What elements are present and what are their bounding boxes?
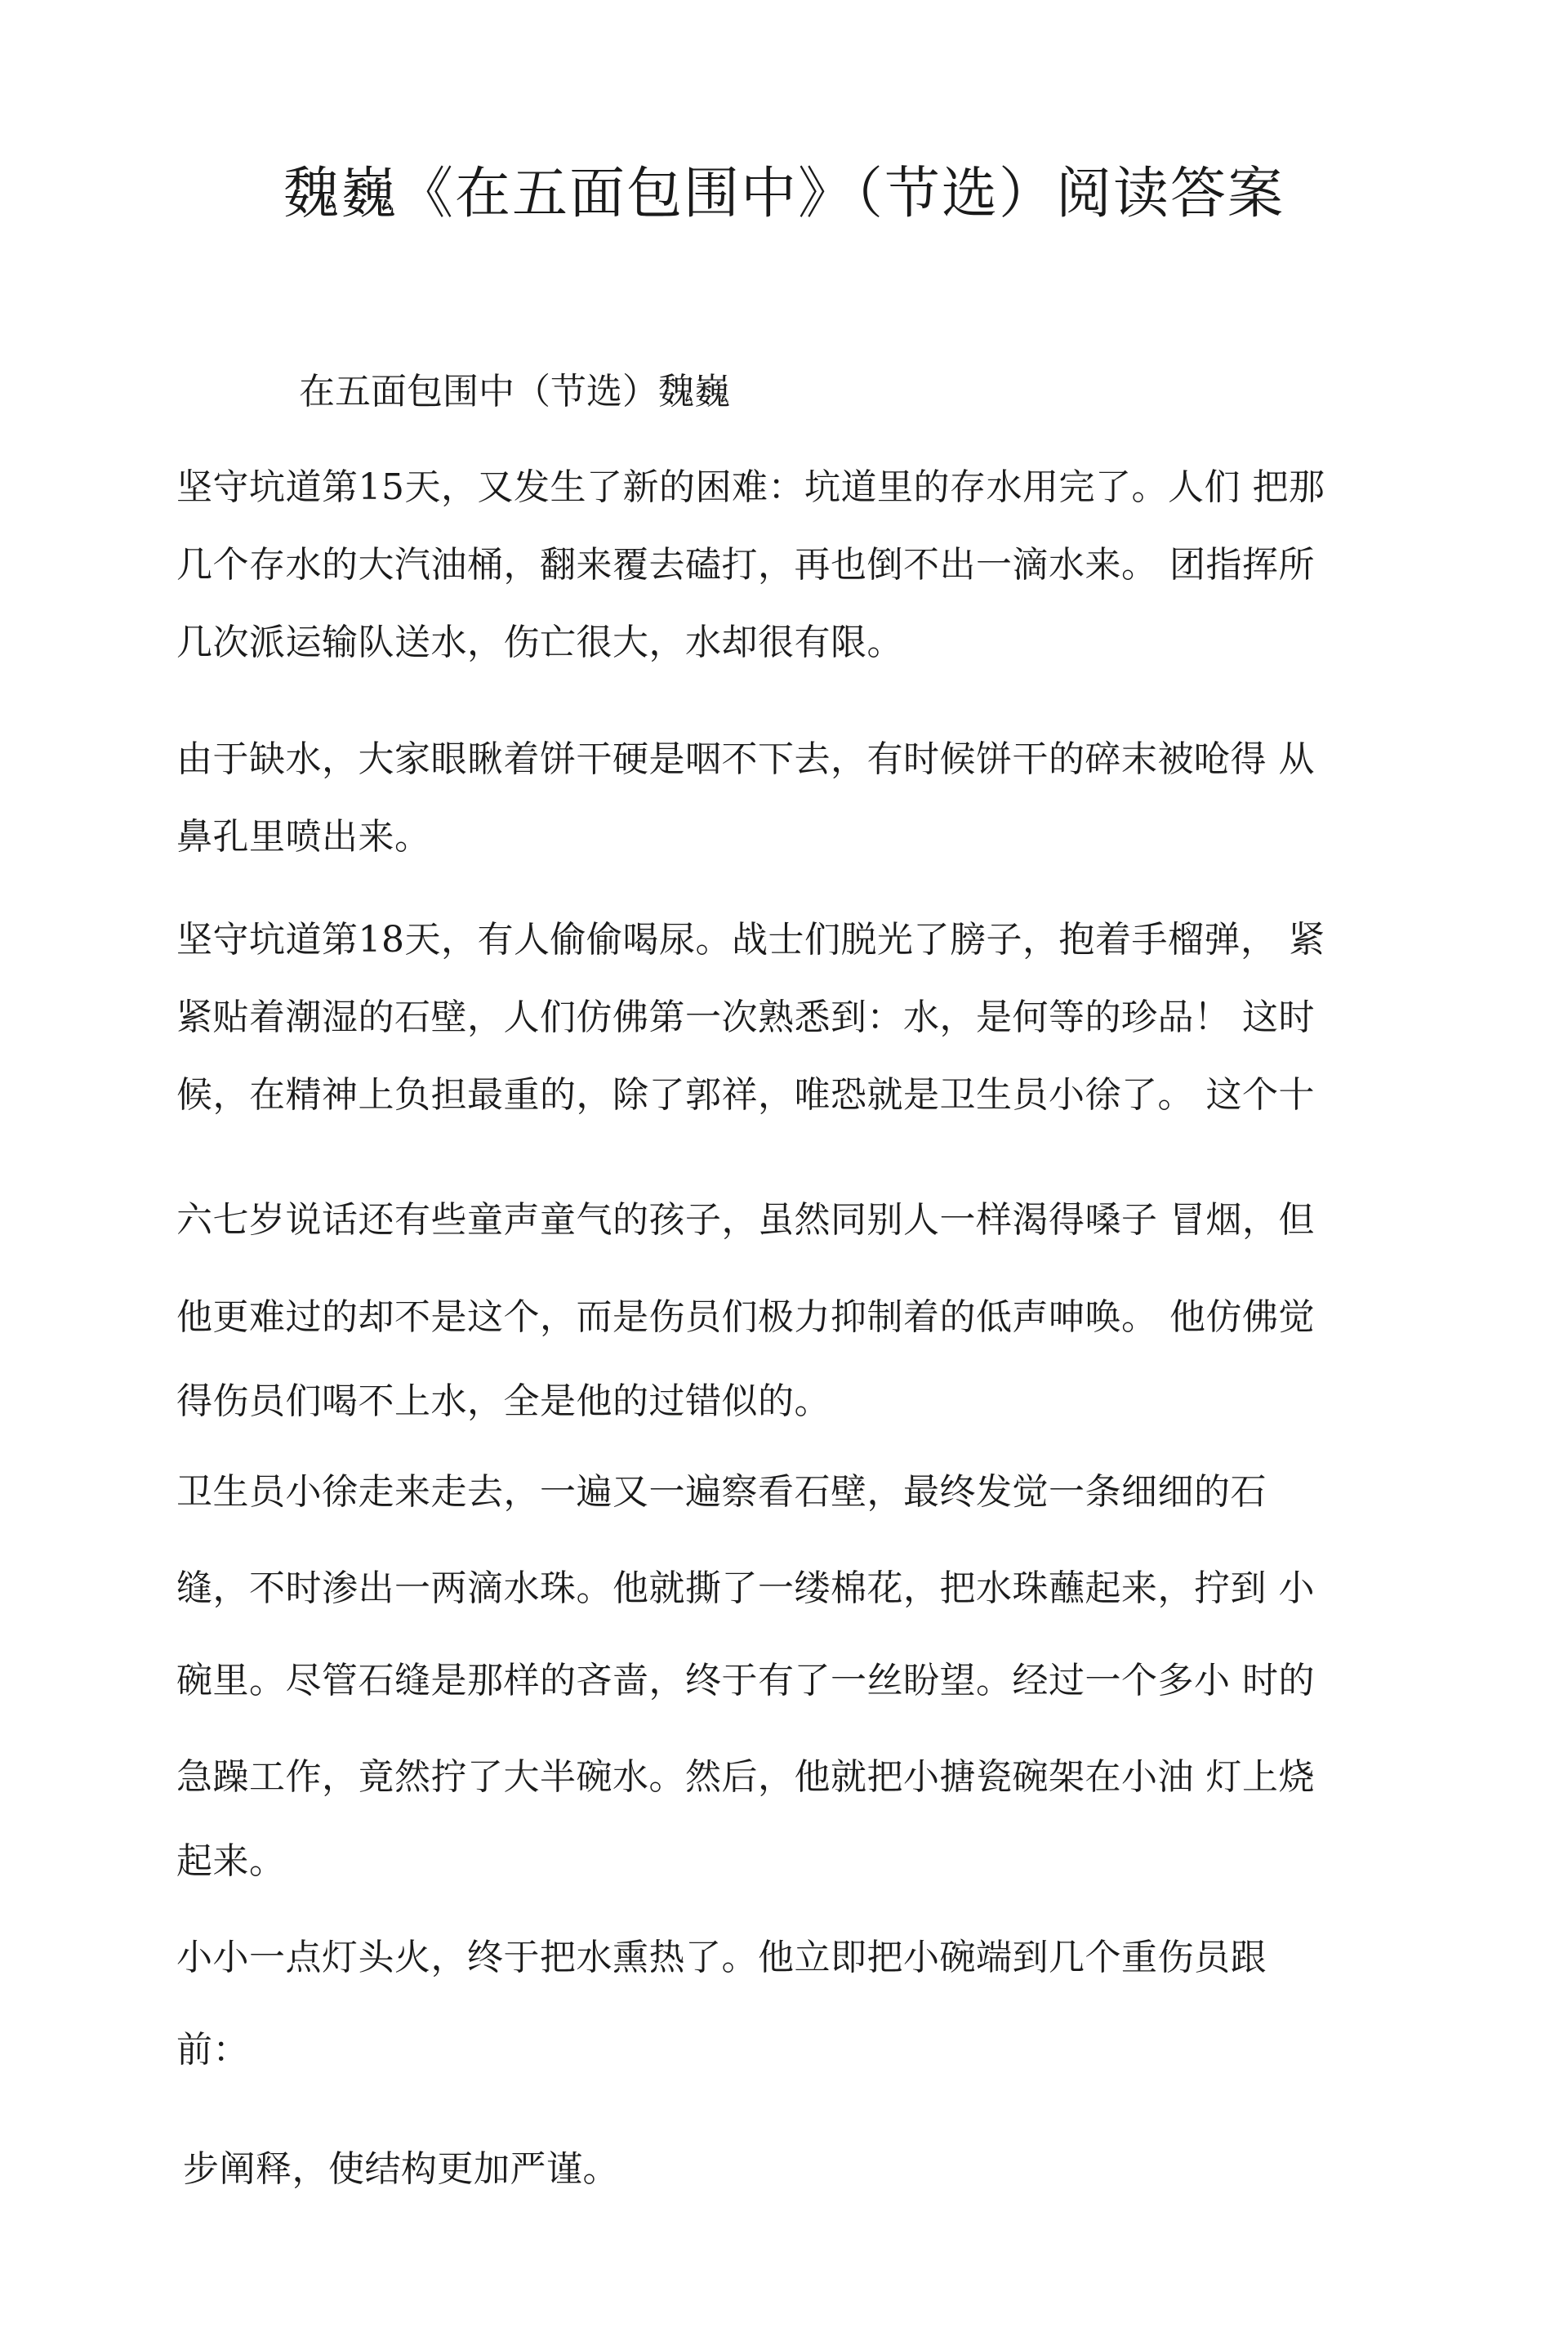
- text-line: 步阐释，使结构更加严谨。: [183, 2148, 619, 2190]
- text-line: 缝，不时渗出一两滴水珠。他就撕了一缕棉花，把水珠蘸起来，拧到 小: [176, 1567, 1315, 1609]
- text-line: 急躁工作，竟然拧了大半碗水。然后，他就把小搪瓷碗架在小油 灯上烧: [176, 1756, 1315, 1798]
- text-line: 几个存水的大汽油桶，翻来覆去磕打，再也倒不出一滴水来。 团指挥所: [176, 544, 1315, 586]
- text-line: 碗里。尽管石缝是那样的吝啬，终于有了一丝盼望。经过一个多小 时的: [176, 1660, 1315, 1701]
- text-line: 由于缺水，大家眼瞅着饼干硬是咽不下去，有时候饼干的碎末被呛得 从: [176, 738, 1315, 780]
- text-line: 得伤员们喝不上水，全是他的过错似的。: [176, 1380, 831, 1422]
- text-line: 坚守坑道第18天，有人偷偷喝尿。战士们脱光了膀子，抱着手榴弹， 紧: [176, 919, 1325, 961]
- text-line: 鼻孔里喷出来。: [176, 816, 431, 858]
- text-line: 紧贴着潮湿的石壁，人们仿佛第一次熟悉到：水，是何等的珍品！ 这时: [176, 997, 1315, 1038]
- text-line: 坚守坑道第15天，又发生了新的困难：坑道里的存水用完了。人们 把那: [176, 466, 1325, 508]
- text-line: 六七岁说话还有些童声童气的孩子，虽然同别人一样渴得嗓子 冒烟，但: [176, 1199, 1315, 1241]
- document-title: 魏巍《在五面包围中》（节选）阅读答案: [283, 162, 1285, 226]
- text-line: 小小一点灯头火，终于把水熏热了。他立即把小碗端到几个重伤员跟: [176, 1937, 1267, 1978]
- text-line: 起来。: [176, 1840, 286, 1882]
- text-line: 他更难过的却不是这个，而是伤员们极力抑制着的低声呻唤。 他仿佛觉: [176, 1296, 1315, 1338]
- article-subtitle: 在五面包围中（节选）魏巍: [299, 371, 730, 412]
- text-line: 前：: [176, 2029, 249, 2071]
- text-line: 候，在精神上负担最重的，除了郭祥，唯恐就是卫生员小徐了。 这个十: [176, 1074, 1315, 1116]
- text-line: 卫生员小徐走来走去，一遍又一遍察看石壁，最终发觉一条细细的石: [176, 1471, 1267, 1513]
- text-line: 几次派运输队送水，伤亡很大，水却很有限。: [176, 622, 903, 663]
